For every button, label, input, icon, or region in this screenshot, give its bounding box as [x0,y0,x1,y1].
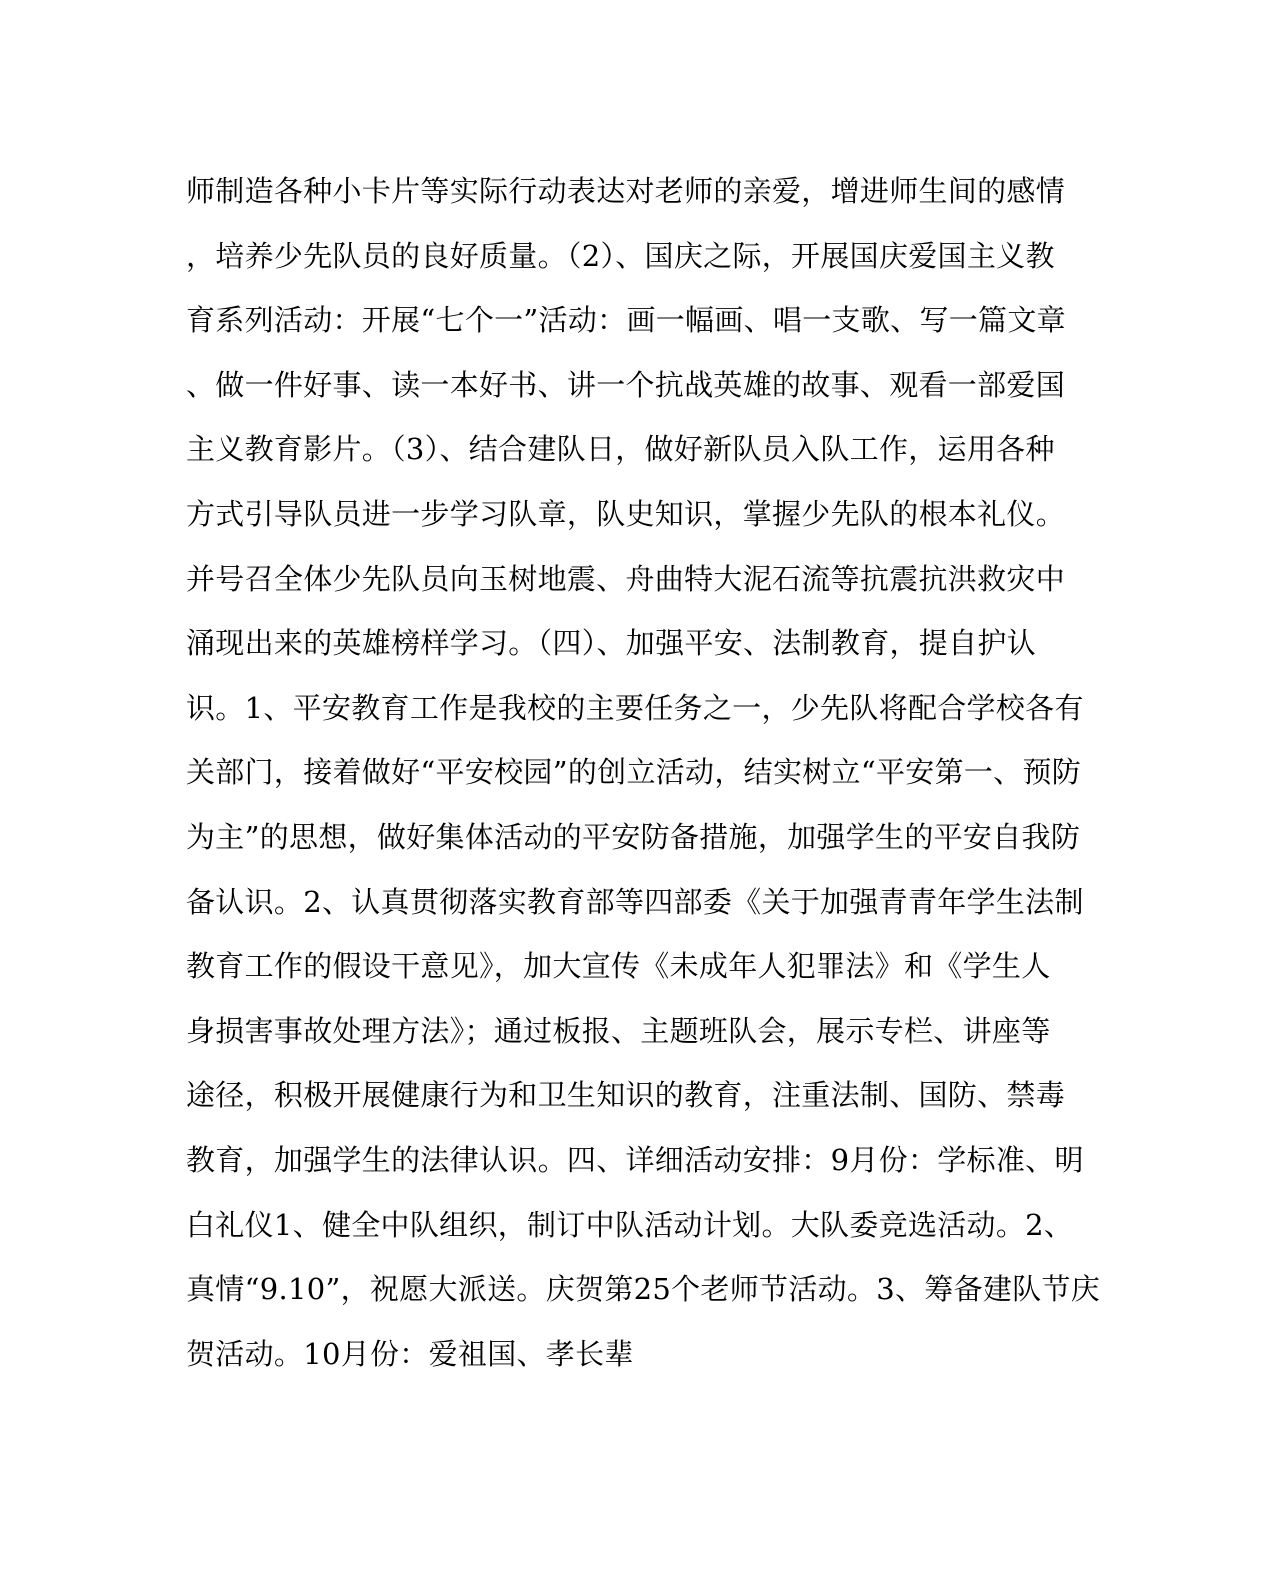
text-line: 教育，加强学生的法律认识。四、详细活动安排：9月份：学标准、明 [186,1142,1084,1177]
text-line: 真情“9.10”，祝愿大派送。庆贺第25个老师节活动。3、筹备建队节庆 [186,1272,1101,1307]
text-line: ，培养少先队员的良好质量。（2）、国庆之际，开展国庆爱国主义教 [186,238,1055,273]
text-line: 为主”的思想，做好集体活动的平安防备措施，加强学生的平安自我防 [186,819,1081,854]
text-line: 贺活动。10月份：爱祖国、孝长辈 [186,1336,634,1371]
text-line: 白礼仪1、健全中队组织，制订中队活动计划。大队委竞选活动。2、 [186,1207,1074,1242]
text-line: 、做一件好事、读一本好书、讲一个抗战英雄的故事、观看一部爱国 [186,367,1066,402]
text-line: 并号召全体少先队员向玉树地震、舟曲特大泥石流等抗震抗洪救灾中 [186,561,1066,596]
text-line: 主义教育影片。（3）、结合建队日，做好新队员入队工作，运用各种 [186,432,1055,467]
text-line: 师制造各种小卡片等实际行动表达对老师的亲爱，增进师生间的感情 [186,174,1066,208]
text-line: 教育工作的假设干意见》，加大宣传《未成年人犯罪法》和《学生人 [186,949,1051,984]
body-text [186,159,1101,1386]
text-line: 关部门，接着做好“平安校园”的创立活动，结实树立“平安第一、预防 [186,755,1082,790]
text-line: 途径，积极开展健康行为和卫生知识的教育，注重法制、国防、禁毒 [186,1078,1066,1113]
text-line: 涌现出来的英雄榜样学习。（四）、加强平安、法制教育，提自护认 [186,626,1037,661]
text-line: 识。1、平安教育工作是我校的主要任务之一，少先队将配合学校各有 [186,690,1084,725]
text-line: 方式引导队员进一步学习队章，队史知识，掌握少先队的根本礼仪。 [186,496,1066,531]
text-line: 备认识。2、认真贯彻落实教育部等四部委《关于加强青青年学生法制 [186,884,1084,919]
text-line: 育系列活动：开展“七个一”活动：画一幅画、唱一支歌、写一篇文章 [186,303,1066,338]
text-line: 身损害事故处理方法》；通过板报、主题班队会，展示专栏、讲座等 [186,1013,1051,1048]
